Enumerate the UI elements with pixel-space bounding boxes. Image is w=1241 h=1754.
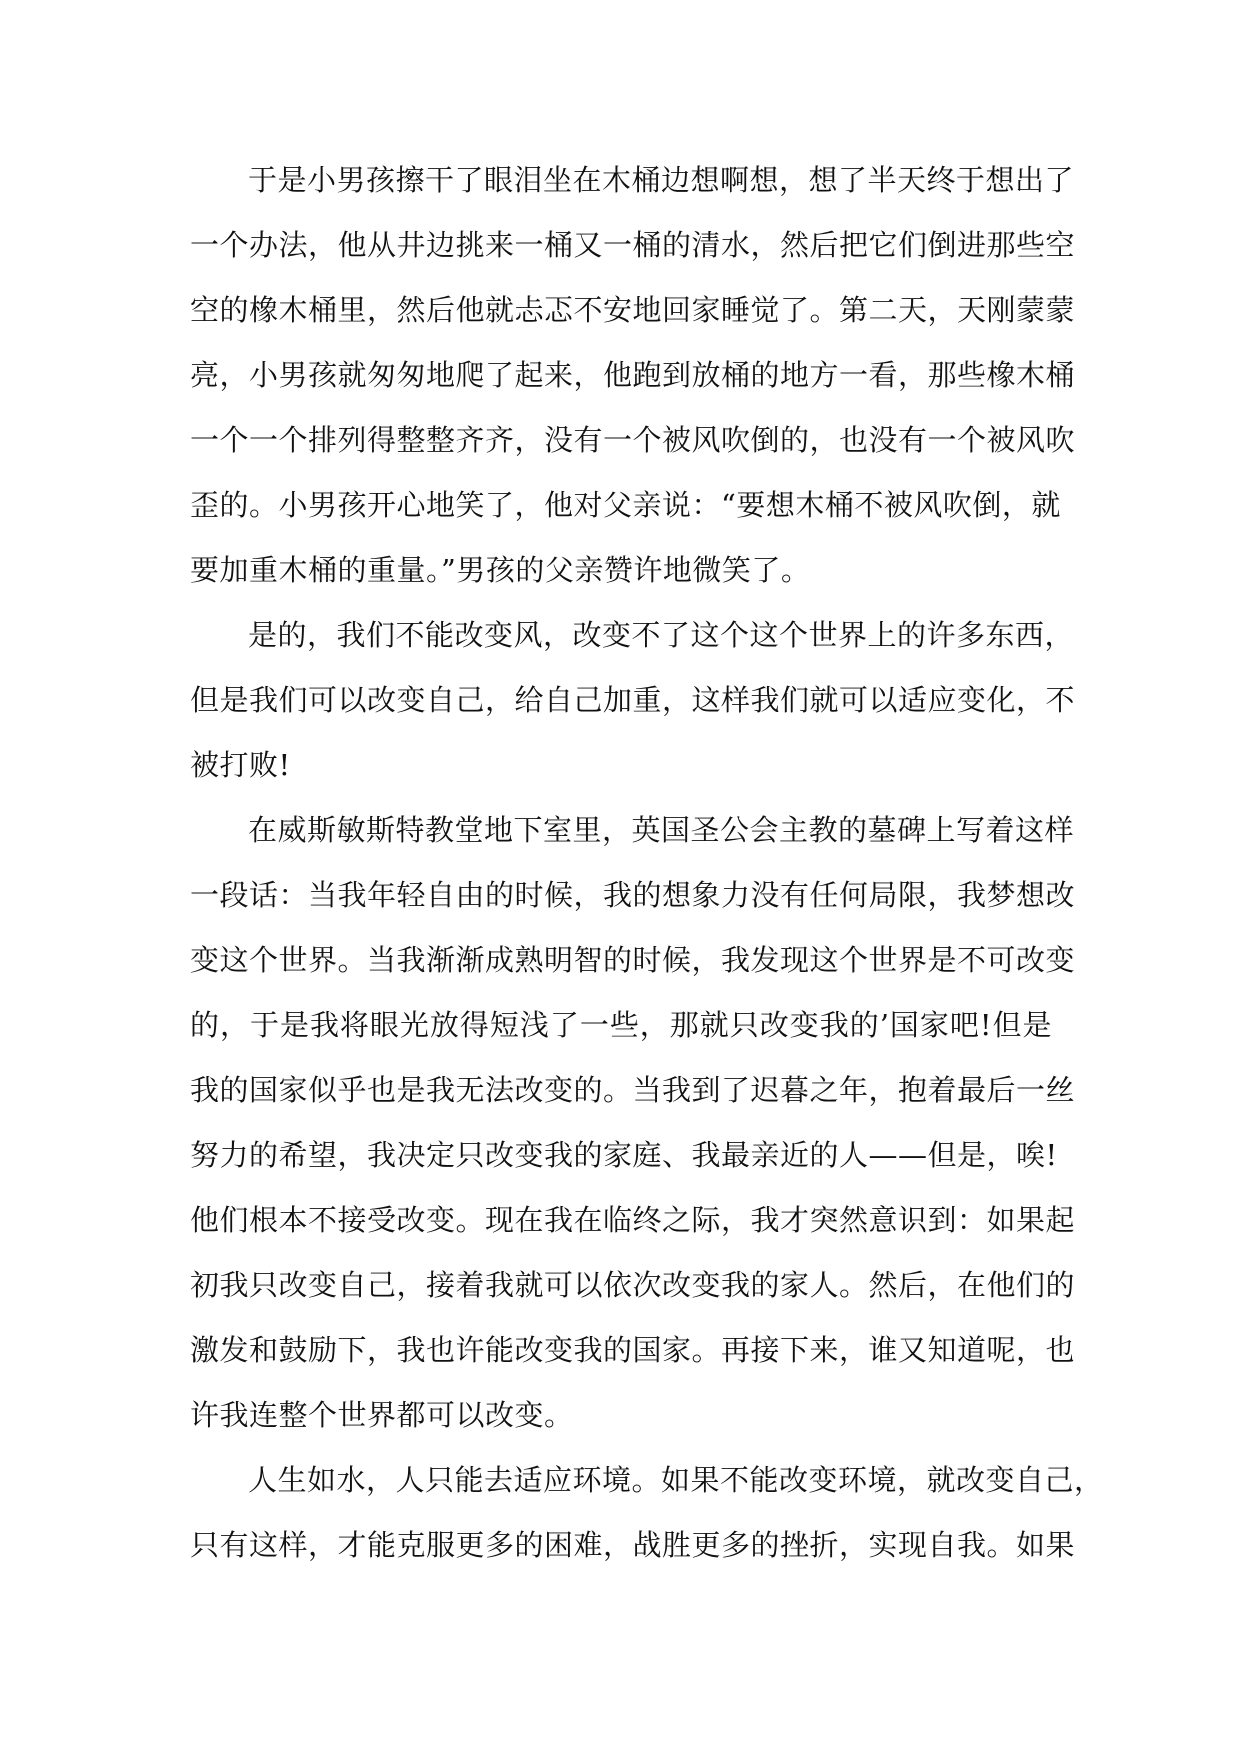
text-line: 许我连整个世界都可以改变。	[190, 1398, 574, 1432]
text-line: 亮，小男孩就匆匆地爬了起来，他跑到放桶的地方一看，那些橡木桶	[190, 358, 1076, 392]
paragraph-1	[190, 148, 1076, 603]
text-line: 初我只改变自己，接着我就可以依次改变我的家人。然后，在他们的	[190, 1268, 1076, 1302]
text-line: 人生如水，人只能去适应环境。如果不能改变环境，就改变自己，	[248, 1463, 1104, 1497]
text-line: 空的橡木桶里，然后他就忐忑不安地回家睡觉了。第二天，天刚蒙蒙	[190, 293, 1076, 327]
text-line: 于是小男孩擦干了眼泪坐在木桶边想啊想，想了半天终于想出了	[248, 163, 1075, 197]
text-line: 他们根本不接受改变。现在我在临终之际，我才突然意识到：如果起	[190, 1203, 1076, 1237]
text-line: 一个办法，他从井边挑来一桶又一桶的清水，然后把它们倒进那些空	[190, 228, 1076, 262]
text-line: 一个一个排列得整整齐齐，没有一个被风吹倒的，也没有一个被风吹	[190, 423, 1076, 457]
text-line: 在威斯敏斯特教堂地下室里，英国圣公会主教的墓碑上写着这样	[248, 813, 1075, 847]
text-line: 要加重木桶的重量。”男孩的父亲赞许地微笑了。	[190, 553, 811, 587]
document-body	[190, 148, 1104, 1578]
text-line: 的，于是我将眼光放得短浅了一些，那就只改变我的’国家吧!但是	[190, 1008, 1052, 1042]
text-line: 激发和鼓励下，我也许能改变我的国家。再接下来，谁又知道呢，也	[190, 1333, 1076, 1367]
text-line: 只有这样，才能克服更多的困难，战胜更多的挫折，实现自我。如果	[190, 1528, 1076, 1562]
paragraph-3	[190, 798, 1076, 1448]
text-line: 努力的希望，我决定只改变我的家庭、我最亲近的人——但是，唉!	[190, 1138, 1058, 1172]
text-line: 歪的。小男孩开心地笑了，他对父亲说：“要想木桶不被风吹倒，就	[190, 488, 1061, 522]
paragraph-4	[190, 1448, 1104, 1578]
text-line: 我的国家似乎也是我无法改变的。当我到了迟暮之年，抱着最后一丝	[190, 1073, 1076, 1107]
text-line: 是的，我们不能改变风，改变不了这个这个世界上的许多东西，	[248, 618, 1075, 652]
paragraph-2	[190, 603, 1076, 798]
text-line: 被打败!	[190, 748, 291, 782]
text-line: 一段话：当我年轻自由的时候，我的想象力没有任何局限，我梦想改	[190, 878, 1076, 912]
text-line: 但是我们可以改变自己，给自己加重，这样我们就可以适应变化，不	[190, 683, 1076, 717]
text-line: 变这个世界。当我渐渐成熟明智的时候，我发现这个世界是不可改变	[190, 943, 1076, 977]
